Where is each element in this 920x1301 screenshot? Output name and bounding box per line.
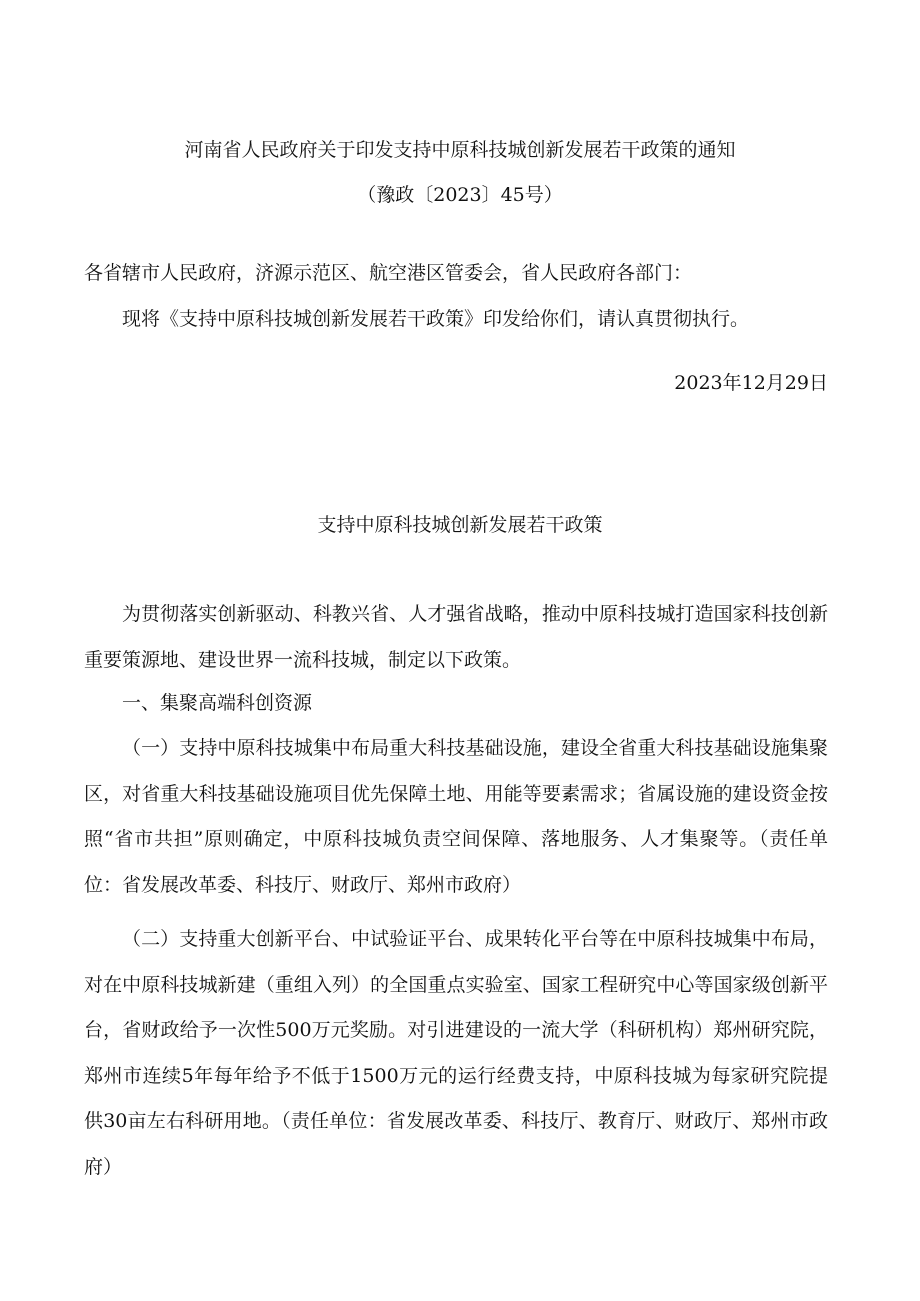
policy-item-1: （一）支持中原科技城集中布局重大科技基础设施，建设全省重大科技基础设施集聚区，对省重大科技基础设施项目优先保障土地、用能等要素需求；省属设施的建设资金按照“省市共担”原则确定，中原科技城负责空间保障、落地服务、人才集聚等。（责任单位：省发展改革委、科技厅、财政厅、郑州市政府）	[84, 737, 828, 896]
notice-date: 2023年12月29日	[674, 372, 828, 394]
section-heading: 一、集聚高端科创资源	[122, 692, 313, 714]
notice-body: 现将《支持中原科技城创新发展若干政策》印发给你们，请认真贯彻执行。	[122, 308, 750, 330]
document-number: （豫政〔2023〕45号）	[357, 184, 563, 206]
policy-item-2: （二）支持重大创新平台、中试验证平台、成果转化平台等在中原科技城集中布局，对在中原科技城新建（重组入列）的全国重点实验室、国家工程研究中心等国家级创新平台，省财政给予一次性500万元奖励。对引进建设的一流大学（科研机构）郑州研究院，郑州市连续5年每年给予不低于1500万元的运行经费支持，中原科技城为每家研究院提供30亩左右科研用地。（责任单位：省发展改革委、科技厅、教育厅、财政厅、郑州市政府）	[84, 928, 828, 1178]
policy-title: 支持中原科技城创新发展若干政策	[317, 514, 603, 536]
addressees: 各省辖市人民政府，济源示范区、航空港区管委会，省人民政府各部门：	[84, 262, 693, 284]
intro-paragraph: 为贯彻落实创新驱动、科教兴省、人才强省战略，推动中原科技城打造国家科技创新重要策源地、建设世界一流科技城，制定以下政策。	[84, 603, 828, 671]
notice-title: 河南省人民政府关于印发支持中原科技城创新发展若干政策的通知	[184, 139, 736, 161]
